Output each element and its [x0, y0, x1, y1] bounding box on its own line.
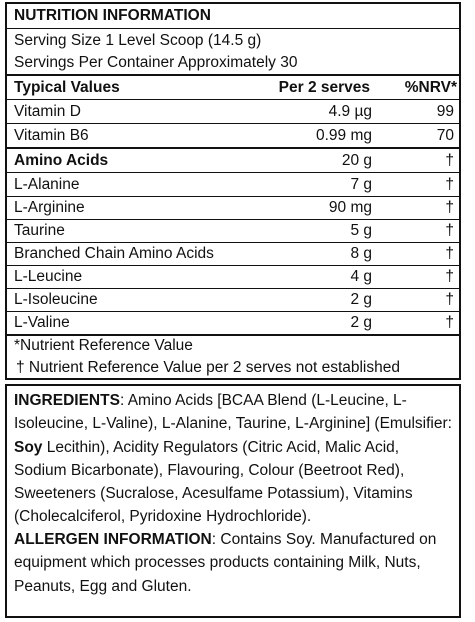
nutrient-name: L-Arginine — [14, 199, 85, 216]
ingredients-panel — [5, 384, 461, 618]
table-row — [7, 196, 459, 219]
nutrient-name: Vitamin B6 — [14, 127, 89, 144]
nutrient-nrv: † — [445, 314, 454, 331]
table-row — [7, 242, 459, 265]
nutrient-name: Amino Acids — [14, 152, 109, 169]
column-header-typical-values: Typical Values — [14, 79, 120, 96]
nutrient-nrv: † — [445, 176, 454, 193]
nutrient-name: L-Isoleucine — [14, 291, 98, 308]
nutrient-amount: 20 g — [341, 152, 372, 169]
nutrient-nrv: † — [445, 199, 454, 216]
nutrient-name: Vitamin D — [14, 103, 81, 120]
allergen-soy: Soy — [14, 438, 43, 456]
nutrient-nrv: 70 — [436, 127, 454, 144]
nutrient-nrv: † — [445, 291, 454, 308]
nutrient-name: Branched Chain Amino Acids — [14, 245, 214, 262]
allergen-label: ALLERGEN INFORMATION — [14, 531, 212, 548]
nutrient-amount: 8 g — [350, 245, 372, 262]
nutrient-amount: 7 g — [350, 176, 372, 193]
table-row — [7, 149, 459, 172]
nutrient-nrv: † — [445, 245, 454, 262]
footnote-nrv: *Nutrient Reference Value — [14, 337, 193, 354]
column-header-nrv: %NRV* — [404, 79, 457, 96]
nutrient-nrv: † — [445, 222, 454, 239]
nutrient-amount: 4 g — [350, 268, 372, 285]
nutrient-name: L-Valine — [14, 314, 70, 331]
allergen-paragraph — [14, 528, 453, 598]
nutrient-nrv: 99 — [436, 103, 454, 120]
table-row — [7, 311, 459, 334]
servings-per-container: Servings Per Container Approximately 30 — [14, 54, 298, 71]
serving-size: Serving Size 1 Level Scoop (14.5 g) — [14, 32, 262, 49]
table-row — [7, 265, 459, 288]
nutrient-amount: 0.99 mg — [315, 127, 372, 144]
ingredients-text-continued: Lecithin), Acidity Regulators (Citric Acid, Malic Acid, Sodium Bicarbonate), Flavouring, Colour (Beetroot Red), Sweeteners (Sucralose, Acesulfame Potassium), Vitamins (Cholecalciferol, Pyridoxine Hydrochloride). — [14, 438, 413, 526]
nutrient-nrv: † — [445, 152, 454, 169]
nutrient-name: L-Alanine — [14, 176, 80, 193]
ingredients-text: : Amino Acids [BCAA Blend (L-Leucine, L-Isoleucine, L-Valine), L-Alanine, Taurine, L-Arginine] (Emulsifier: — [14, 392, 452, 433]
table-row — [7, 219, 459, 242]
nutrient-amount: 5 g — [350, 222, 372, 239]
nutrient-amount: 90 mg — [328, 199, 372, 216]
nutrient-amount: 2 g — [350, 291, 372, 308]
nutrition-panel — [5, 2, 461, 380]
table-header-row — [7, 76, 459, 99]
table-row — [7, 288, 459, 311]
ingredients-paragraph — [14, 389, 453, 529]
table-row — [7, 100, 459, 123]
divider — [7, 28, 459, 29]
allergen-text: : Contains Soy. Manufactured on equipment which processes products containing Milk, Nuts, Peanuts, Egg and Gluten. — [14, 531, 437, 595]
nutrition-title: NUTRITION INFORMATION — [14, 7, 211, 24]
nutrient-name: L-Leucine — [14, 268, 83, 285]
table-row — [7, 124, 459, 147]
nutrient-nrv: † — [445, 268, 454, 285]
table-row — [7, 173, 459, 196]
nutrient-amount: 2 g — [350, 314, 372, 331]
nutrient-amount: 4.9 µg — [328, 103, 372, 120]
nutrient-name: Taurine — [14, 222, 65, 239]
column-header-per-2-serves: Per 2 serves — [278, 79, 370, 96]
ingredients-label: INGREDIENTS — [14, 392, 120, 409]
footnote-dagger: † Nutrient Reference Value per 2 serves not established — [16, 359, 400, 376]
